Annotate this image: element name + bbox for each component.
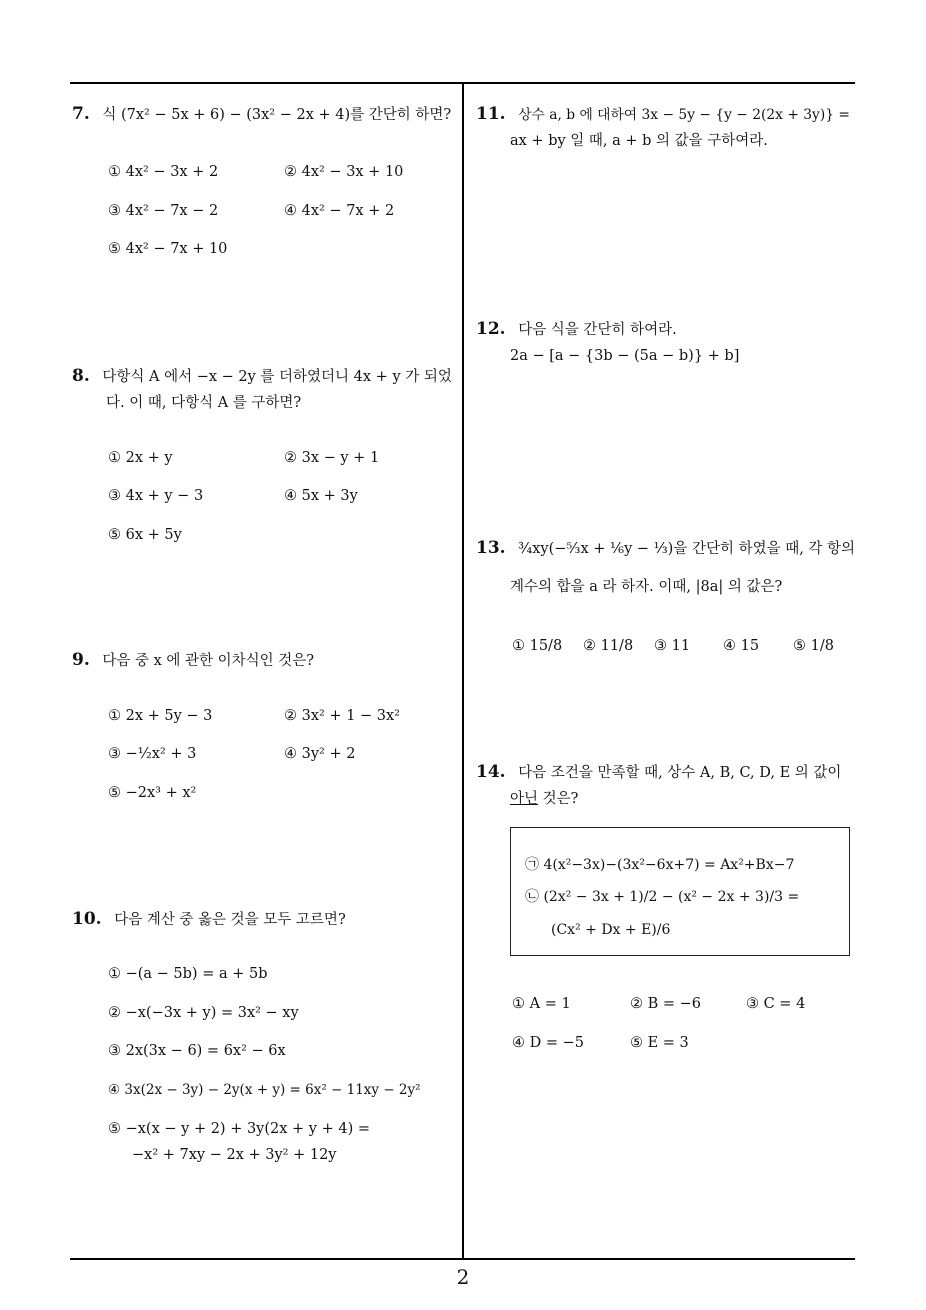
page-number: 2 xyxy=(456,1265,470,1289)
choice[interactable]: ① 2x + 5y − 3 xyxy=(108,708,213,724)
question-14 xyxy=(476,759,866,812)
condition-box xyxy=(510,827,850,956)
question-text: 상수 a, b 에 대하여 3x − 5y − {y − 2(2x + 3y)} = xyxy=(518,107,850,123)
choice[interactable]: ④ 4x² − 7x + 2 xyxy=(284,203,395,219)
choice[interactable]: ④ 3x(2x − 3y) − 2y(x + y) = 6x² − 11xy − 2y² xyxy=(108,1082,421,1098)
question-text: 다음 계산 중 옳은 것을 모두 고르면? xyxy=(114,912,346,928)
question-text: 다항식 A 에서 −x − 2y 를 더하였더니 4x + y 가 되었 xyxy=(102,369,452,385)
choice[interactable]: ④ D = −5 xyxy=(512,1035,584,1051)
question-text: ¾xy(−⁵⁄₃x + ⅙y − ⅓)을 간단히 하였을 때, 각 항의 xyxy=(518,541,856,557)
emphasis-underline: 아닌 xyxy=(510,791,539,807)
choice[interactable]: ⑤ 1/8 xyxy=(793,638,834,654)
choice[interactable]: ③ C = 4 xyxy=(746,996,806,1012)
question-text: 계수의 합을 a 라 하자. 이때, |8a| 의 값은? xyxy=(510,579,783,595)
choice[interactable]: ① A = 1 xyxy=(512,996,571,1012)
condition-2: ㉡ (2x² − 3x + 1)/2 − (x² − 2x + 3)/3 = xyxy=(525,889,800,905)
choice[interactable]: ⑤ 6x + 5y xyxy=(108,527,182,543)
question-text: 2a − [a − {3b − (5a − b)} + b] xyxy=(510,348,740,364)
choice[interactable]: ④ 5x + 3y xyxy=(284,488,358,504)
choice[interactable]: ⑤ 4x² − 7x + 10 xyxy=(108,241,228,257)
question-text: ax + by 일 때, a + b 의 값을 구하여라. xyxy=(510,133,768,149)
question-number: 12. xyxy=(476,319,506,339)
condition-2-continuation: (Cx² + Dx + E)/6 xyxy=(551,922,671,938)
question-13 xyxy=(476,535,866,600)
choice[interactable]: ③ 4x + y − 3 xyxy=(108,488,204,504)
choice[interactable]: ② B = −6 xyxy=(630,996,702,1012)
column-divider xyxy=(462,83,464,1259)
choice[interactable]: ④ 15 xyxy=(723,638,760,654)
question-number: 10. xyxy=(72,909,102,929)
question-number: 9. xyxy=(72,650,90,670)
question-text: 다음 조건을 만족할 때, 상수 A, B, C, D, E 의 값이 xyxy=(518,765,842,781)
question-text: 다. 이 때, 다항식 A 를 구하면? xyxy=(106,395,302,411)
choice[interactable]: ① −(a − 5b) = a + 5b xyxy=(108,966,268,982)
choice-continuation: −x² + 7xy − 2x + 3y² + 12y xyxy=(132,1147,337,1163)
question-number: 13. xyxy=(476,538,506,558)
question-7 xyxy=(72,101,457,128)
choice[interactable]: ④ 3y² + 2 xyxy=(284,746,356,762)
choice[interactable]: ② 3x − y + 1 xyxy=(284,450,380,466)
choice[interactable]: ① 2x + y xyxy=(108,450,173,466)
choice[interactable]: ② 3x² + 1 − 3x² xyxy=(284,708,400,724)
choice[interactable]: ⑤ −x(x − y + 2) + 3y(2x + y + 4) = xyxy=(108,1121,370,1137)
choice[interactable]: ② 4x² − 3x + 10 xyxy=(284,164,404,180)
question-text: 다음 중 x 에 관한 이차식인 것은? xyxy=(102,653,315,669)
question-11 xyxy=(476,101,861,154)
question-12 xyxy=(476,316,861,369)
choice[interactable]: ② −x(−3x + y) = 3x² − xy xyxy=(108,1005,299,1021)
question-text xyxy=(476,786,866,812)
choice[interactable]: ② 11/8 xyxy=(583,638,634,654)
choice[interactable]: ③ −½x² + 3 xyxy=(108,746,197,762)
question-text: 식 (7x² − 5x + 6) − (3x² − 2x + 4)를 간단히 하면? xyxy=(102,107,452,123)
question-number: 11. xyxy=(476,104,506,124)
question-text-rest: 것은? xyxy=(538,791,579,807)
question-8 xyxy=(72,363,457,416)
question-9 xyxy=(72,647,457,674)
question-text: 다음 식을 간단히 하여라. xyxy=(518,322,677,338)
question-number: 7. xyxy=(72,104,90,124)
choice[interactable]: ③ 11 xyxy=(654,638,691,654)
choice[interactable]: ① 15/8 xyxy=(512,638,563,654)
choice[interactable]: ③ 2x(3x − 6) = 6x² − 6x xyxy=(108,1043,286,1059)
question-number: 8. xyxy=(72,366,90,386)
question-number: 14. xyxy=(476,762,506,782)
condition-1: ㉠ 4(x²−3x)−(3x²−6x+7) = Ax²+Bx−7 xyxy=(525,857,795,873)
choice[interactable]: ⑤ E = 3 xyxy=(630,1035,689,1051)
choice[interactable]: ③ 4x² − 7x − 2 xyxy=(108,203,219,219)
question-10 xyxy=(72,906,457,933)
choice[interactable]: ⑤ −2x³ + x² xyxy=(108,785,197,801)
choice[interactable]: ① 4x² − 3x + 2 xyxy=(108,164,219,180)
